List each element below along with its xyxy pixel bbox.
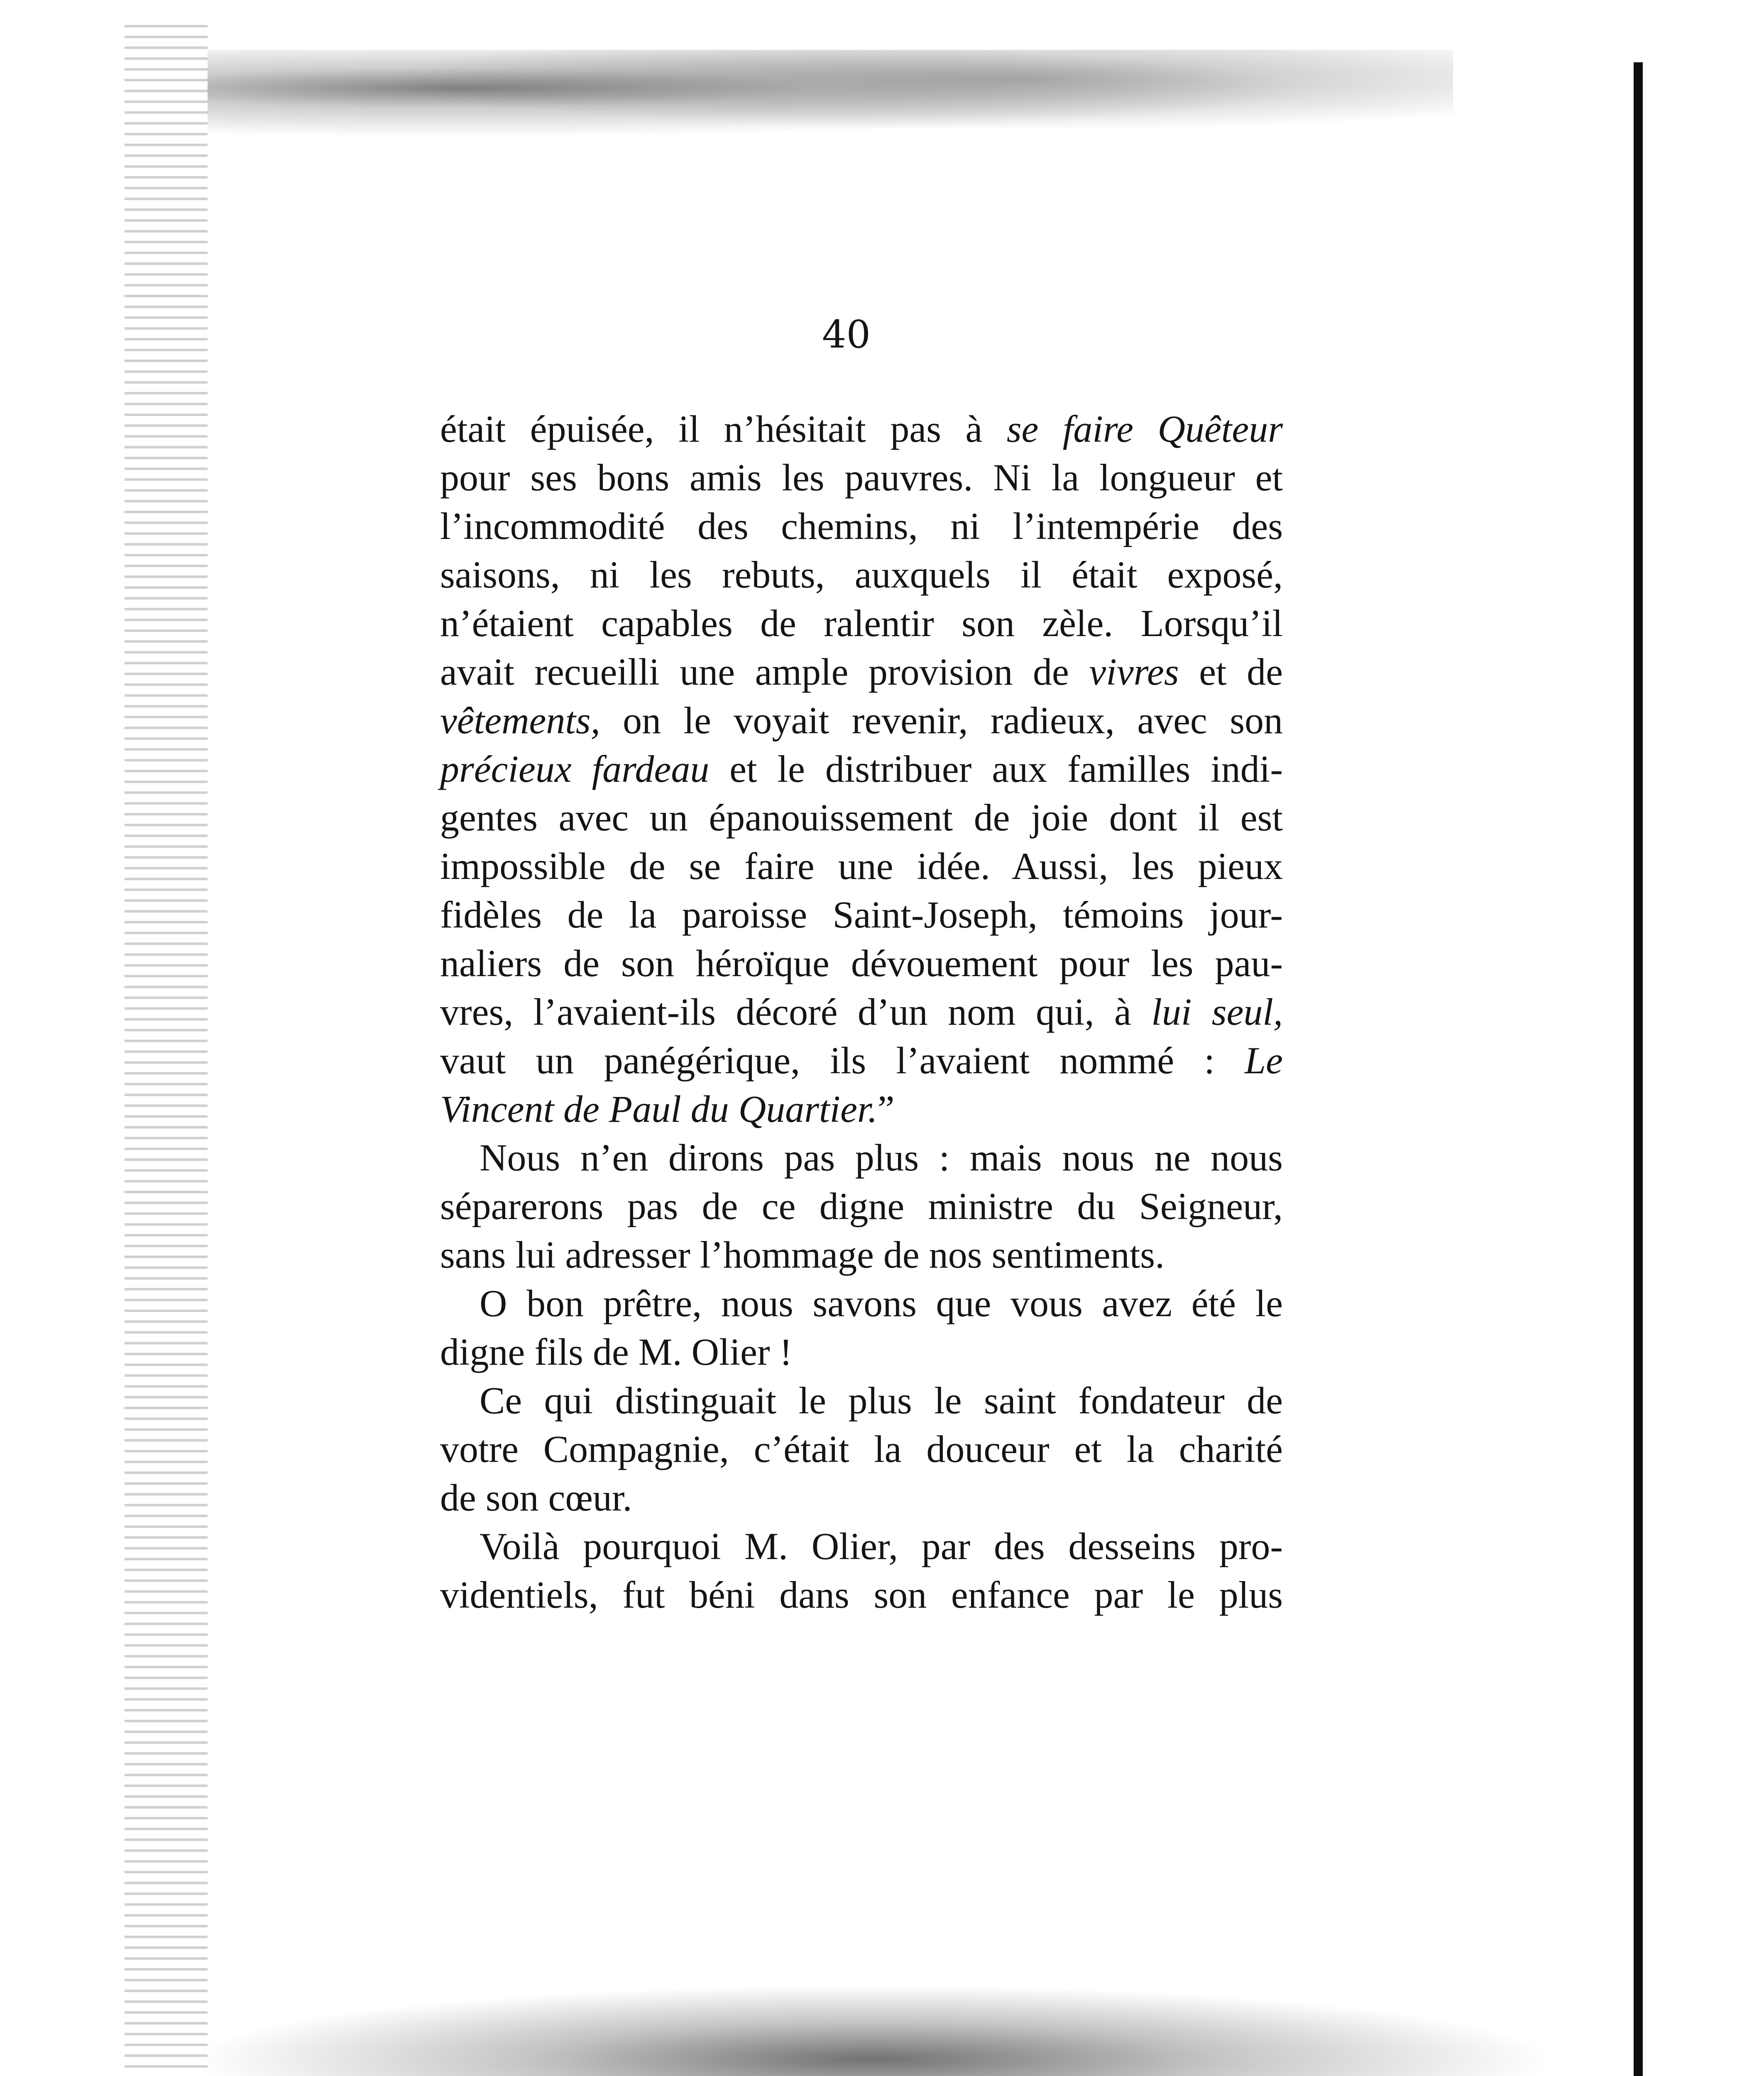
text-segment: ” — [877, 1088, 895, 1130]
text-line — [440, 1522, 1283, 1571]
page-number: 40 — [822, 312, 871, 357]
text-line — [440, 842, 1283, 891]
text-segment: n’étaient capables de ralentir son zèle. Lorsqu’il — [440, 602, 1283, 644]
text-segment: avait recueilli une ample provision de — [440, 651, 1089, 693]
body-text — [440, 405, 1283, 1619]
text-segment: on le voyait revenir, radieux, avec son — [600, 699, 1283, 742]
text-segment: naliers de son héroïque dévouement pour les pau- — [440, 942, 1283, 984]
text-line — [440, 648, 1283, 696]
text-line — [440, 551, 1283, 599]
text-segment: pour ses bons amis les pauvres. Ni la longueur et — [440, 456, 1283, 499]
text-segment: Nous n’en dirons pas plus : mais nous ne nous — [480, 1136, 1283, 1179]
scan-binding-edge — [125, 25, 208, 2076]
text-segment: vres, l’avaient-ils décoré d’un nom qui, à — [440, 991, 1152, 1033]
italic-text: précieux fardeau — [440, 748, 710, 790]
text-line — [440, 988, 1283, 1036]
text-segment: et de — [1179, 651, 1283, 693]
text-segment: sans lui adresser l’hommage de nos sentiments. — [440, 1234, 1165, 1276]
text-segment: votre Compagnie, c’était la douceur et la charité — [440, 1428, 1283, 1470]
text-line — [440, 405, 1283, 453]
italic-text: Vincent de Paul du Quartier. — [440, 1088, 878, 1130]
text-segment: était épuisée, il n’hésitait pas à — [440, 408, 1007, 450]
text-line — [440, 1474, 1283, 1522]
text-line — [440, 502, 1283, 551]
italic-text: lui seul, — [1151, 991, 1283, 1033]
text-line — [440, 1036, 1283, 1085]
text-line — [440, 939, 1283, 988]
text-line — [440, 453, 1283, 502]
text-segment: O bon prêtre, nous savons que vous avez été le — [480, 1282, 1283, 1324]
text-segment: Ce qui distinguait le plus le saint fondateur de — [480, 1379, 1283, 1422]
text-line — [440, 793, 1283, 842]
text-segment: séparerons pas de ce digne ministre du Seigneur, — [440, 1185, 1283, 1227]
text-line — [440, 1425, 1283, 1474]
text-segment: et le distribuer aux familles indi- — [709, 748, 1283, 790]
text-segment: videntiels, fut béni dans son enfance par le plus — [440, 1574, 1283, 1616]
text-segment: digne fils de M. Olier ! — [440, 1331, 793, 1373]
text-line — [440, 891, 1283, 939]
text-line — [440, 1328, 1283, 1376]
text-segment: de son cœur. — [440, 1476, 632, 1519]
text-line — [440, 1085, 1283, 1133]
text-segment: saisons, ni les rebuts, auxquels il était exposé, — [440, 553, 1283, 596]
text-segment: gentes avec un épanouissement de joie dont il est — [440, 796, 1283, 839]
text-segment: Voilà pourquoi M. Olier, par des desseins pro- — [480, 1525, 1283, 1567]
page-right-border — [1634, 62, 1643, 2076]
text-segment: l’incommodité des chemins, ni l’intempérie des — [440, 505, 1283, 547]
italic-text: se faire Quêteur — [1006, 408, 1283, 450]
italic-text: Le — [1245, 1039, 1283, 1082]
text-line — [440, 696, 1283, 745]
scan-shadow-top — [208, 50, 1453, 145]
text-line — [440, 1231, 1283, 1279]
text-line — [440, 1571, 1283, 1619]
italic-text: vêtements, — [440, 699, 600, 742]
text-segment: impossible de se faire une idée. Aussi, les pieux — [440, 845, 1283, 887]
text-line — [440, 1376, 1283, 1425]
text-segment: vaut un panégérique, ils l’avaient nommé : — [440, 1039, 1245, 1082]
text-line — [440, 1182, 1283, 1231]
italic-text: vivres — [1089, 651, 1179, 693]
text-line — [440, 599, 1283, 648]
text-line — [440, 745, 1283, 793]
text-line — [440, 1279, 1283, 1328]
text-line — [440, 1133, 1283, 1182]
scan-shadow-bottom — [187, 1985, 1557, 2076]
text-segment: fidèles de la paroisse Saint-Joseph, témoins jour- — [440, 894, 1283, 936]
